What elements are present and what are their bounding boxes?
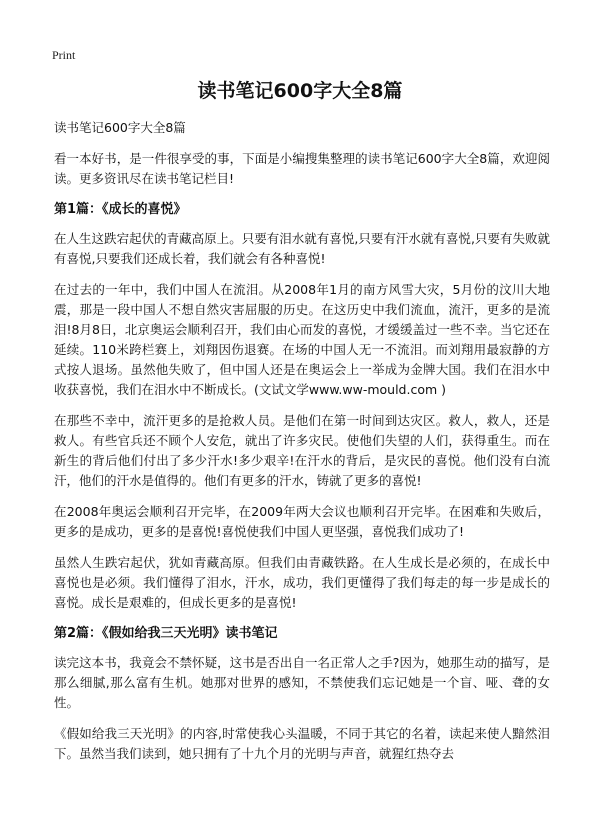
article-body: [54, 118, 550, 764]
section-1-paragraph: 在2008年奥运会顺利召开完毕，在2009年两大会议也顺利召开完毕。在困难和失败后，更多的是成功，更多的是喜悦!喜悦使我们中国人更坚强，喜悦我们成功了!: [54, 504, 550, 539]
section-1-heading: 第1篇：《成长的喜悦》: [54, 202, 187, 217]
page-title: 读书笔记600字大全8篇: [197, 80, 403, 102]
section-1-paragraph: 在人生这跌宕起伏的青藏高原上。只要有泪水就有喜悦,只要有汗水就有喜悦,只要有失败就有喜悦,只要我们还成长着，我们就会有各种喜悦!: [54, 231, 550, 266]
article-subtitle: 读书笔记600字大全8篇: [54, 120, 186, 135]
section-1-paragraph: 在那些不幸中，流汗更多的是抢救人员。是他们在第一时间到达灾区。救人，救人，还是救人。有些官兵还不顾个人安危，就出了许多灾民。使他们失望的人们，获得重生。而在新生的背后他们付出了多少汗水!多少艰辛!在汗水的背后，是灾民的喜悦。他们没有白流汗，他们的汗水是值得的。他们有更多的汗水，铸就了更多的喜悦!: [54, 413, 550, 488]
section-2-paragraph: 读完这本书，我竟会不禁怀疑，这书是否出自一名正常人之手?因为，她那生动的描写，是那么细腻,那么富有生机。她那对世界的感知，不禁使我们忘记她是一个盲、哑、聋的女性。: [54, 655, 550, 710]
section-1-paragraph: 在过去的一年中，我们中国人在流泪。从2008年1月的南方风雪大灾，5月份的汶川大地震，那是一段中国人不想自然灾害屈服的历史。在这历史中我们流血，流汗，更多的是流泪!8月8日，北京奥运会顺利召开，我们由心而发的喜悦，才缓缓盖过一些不幸。当它还在延续。110米跨栏赛上，刘翔因伤退赛。在场的中国人无一不流泪。而刘翔用最寂静的方式按人退场。虽然他失败了，但中国人还是在奥运会上一举成为金牌大国。我们在泪水中收获喜悦，我们在泪水中不断成长。(文试文学www.ww-mould.com ): [54, 282, 550, 397]
intro-paragraph: 看一本好书，是一件很享受的事，下面是小编搜集整理的读书笔记600字大全8篇，欢迎阅读。更多资讯尽在读书笔记栏目!: [54, 151, 550, 186]
section-2-heading: 第2篇：《假如给我三天光明》读书笔记: [54, 626, 278, 641]
section-1-paragraph: 虽然人生跌宕起伏，犹如青藏高原。但我们由青藏铁路。在人生成长是必须的，在成长中喜悦也是必须。我们懂得了泪水，汗水，成功，我们更懂得了我们每走的每一步是成长的喜悦。成长是艰难的，但成长更多的是喜悦!: [54, 555, 550, 610]
print-link[interactable]: Print: [52, 48, 76, 62]
section-2-paragraph: 《假如给我三天光明》的内容,时常使我心头温暖，不同于其它的名着，读起来使人黯然泪下。虽然当我们读到，她只拥有了十九个月的光明与声音，就猩红热夺去: [54, 726, 550, 761]
